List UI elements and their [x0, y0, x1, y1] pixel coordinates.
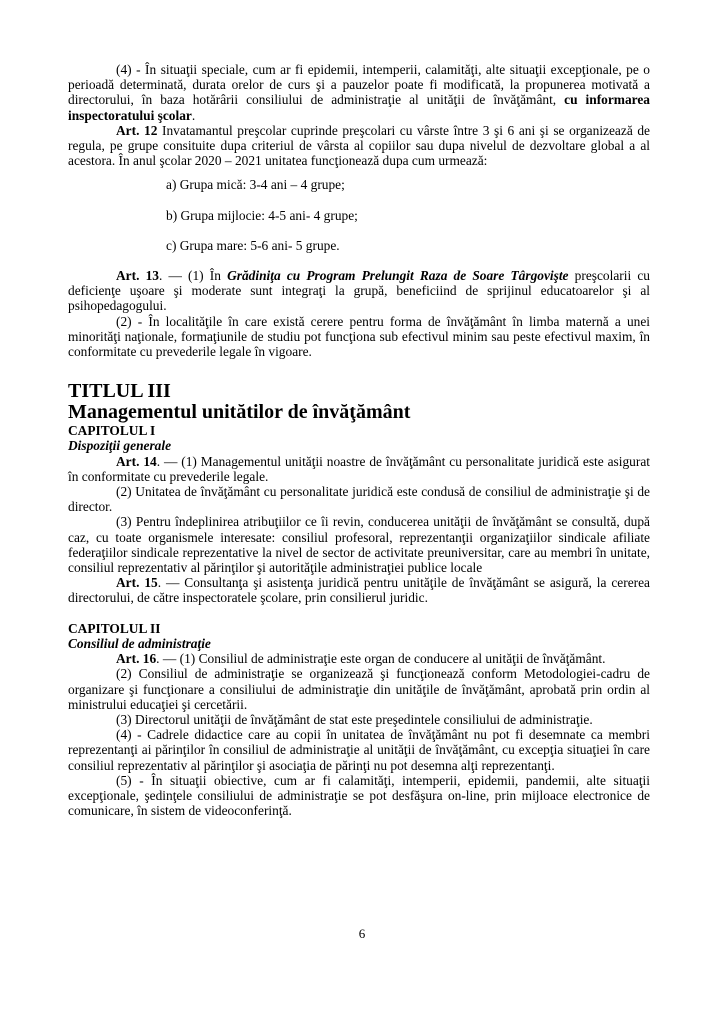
text-span: . — (1) În: [158, 268, 228, 284]
list-item: a) Grupa mică: 3-4 ani – 4 grupe;: [166, 177, 345, 193]
article-label: Art. 12: [116, 122, 158, 138]
groups-list: [68, 177, 650, 253]
paragraph-art-14-3: (3) Pentru îndeplinirea atribuţiilor ce îi revin, conducerea unităţii de învăţământ se consultă, după caz, cu toate organismele interesate: consiliul profesoral, reprezentanţii organizaţiilor sindicale afiliate federaţiilor sindicale reprezentative la nivel de sector de activitate preuniversitar, care au membri în unitate, consiliul reprezentativ al părinţilor şi autorităţile administraţiei publice locale: [68, 514, 650, 576]
paragraph-art-16-3: (3) Directorul unităţii de învăţământ de stat este preşedintele consiliului de administraţie.: [116, 711, 593, 727]
chapter-heading: CAPITOLUL I: [68, 423, 156, 439]
list-item: b) Grupa mijlocie: 4-5 ani- 4 grupe;: [166, 207, 358, 223]
article-text: Invatamantul preşcolar cuprinde preşcolari cu vârste între 3 şi 6 ani şi se organizează de regula, pe grupe consituite dupa criteriul de vârsta al copiilor sau dupa nivelul de dezvoltare global a al acestora. În anul şcolar 2020 – 2021 unitatea funcţionează dupa cum urmează:: [68, 122, 650, 169]
chapter-heading: CAPITOLUL II: [68, 620, 161, 636]
paragraph-art-13: [68, 268, 650, 314]
article-label: Art. 16: [116, 651, 157, 667]
paragraph-art-16-4: (4) - Cadrele didactice care au copii în unitatea de învăţământ nu pot fi desemnate ca membri reprezentanţi ai părinţilor în consiliul de administraţie al unităţii de învăţământ, cu excepţia situaţiei în care consiliul reprezentativ al părinţilor şi asociaţia de părinţi nu pot desemna alţi reprezentanţi.: [68, 727, 650, 773]
list-item: c) Grupa mare: 5-6 ani- 5 grupe.: [166, 237, 340, 253]
text-span: . — (1) Managementul unităţii noastre de învăţământ cu personalitate juridică este asigurat în conformitate cu prevederile legale.: [68, 453, 650, 484]
paragraph-art-15: [68, 575, 650, 605]
title-heading: TITLUL III: [68, 380, 171, 403]
chapter-subtitle: Consiliul de administraţie: [68, 635, 211, 651]
text-span: . — (1) Consiliul de administraţie este organ de conducere al unităţii de învăţământ.: [156, 651, 606, 667]
paragraph-art-14-1: [68, 454, 650, 484]
bold-text: cu informarea inspectoratului şcolar: [68, 92, 650, 123]
paragraph-special-situations: [68, 62, 650, 123]
paragraph-art-16-1: [68, 651, 650, 666]
paragraph-art-16-2: (2) Consiliul de administraţie se organizează şi funcţionează conform Metodologiei-cadru de organizare şi funcţionare a consiliului de administraţie din unităţile de învăţământ, aprobată prin ordin al ministrului educaţiei şi cercetării.: [68, 666, 650, 712]
article-label: Art. 14: [116, 453, 157, 469]
document-page: [68, 62, 650, 818]
page-number: 6: [358, 926, 366, 941]
article-label: Art. 13: [116, 268, 159, 284]
text-span: (4) - În situaţii speciale, cum ar fi epidemii, intemperii, calamităţi, alte situaţii excepţionale, pe o perioadă determinată, durata orelor de curs şi a pauzelor poate fi modificată, la propunerea motivată a directorului, în baza hotărârii consiliului de administraţie al unităţii de învăţământ,: [68, 62, 650, 108]
paragraph-art-13-2: (2) - În localităţile în care există cerere pentru forma de învăţământ în limba maternă a unei minorităţi naţionale, formaţiunile de studiu pot funcţiona sub efectivul minim sau peste efectivul maxim, în conformitate cu prevederile legale în vigoare.: [68, 313, 650, 360]
paragraph-art-16-5: (5) - În situaţii obiective, cum ar fi calamităţi, intemperii, epidemii, pandemii, alte situaţii excepţionale, şedinţele consiliului de administraţie se pot desfăşura on-line, prin mijloace electronice de comunicare, în sistem de videoconferinţă.: [68, 772, 650, 819]
paragraph-art-14-2: (2) Unitatea de învăţământ cu personalitate juridică este condusă de consiliul de administraţie şi de director.: [68, 484, 650, 515]
text-span: preşcolarii cu deficienţe uşoare şi moderate sunt integraţi la grupă, beneficiind de sprijinul educatoarelor şi al psihopedagogului.: [68, 268, 650, 314]
chapter-subtitle: Dispoziţii generale: [68, 438, 172, 454]
article-label: Art. 15: [116, 575, 158, 591]
title-subheading: Managementul unitătilor de învăţământ: [68, 401, 411, 424]
text-span: . — Consultanţa şi asistenţa juridică pentru unităţile de învăţământ se asigură, la cererea directorului, de către inspectoratele şcolare, prin consilierul juridic.: [68, 575, 650, 606]
text-span: .: [191, 107, 196, 123]
institution-name: Grădiniţa cu Program Prelungit Raza de Soare Târgovişte: [227, 268, 569, 284]
paragraph-art-12: [68, 123, 650, 169]
